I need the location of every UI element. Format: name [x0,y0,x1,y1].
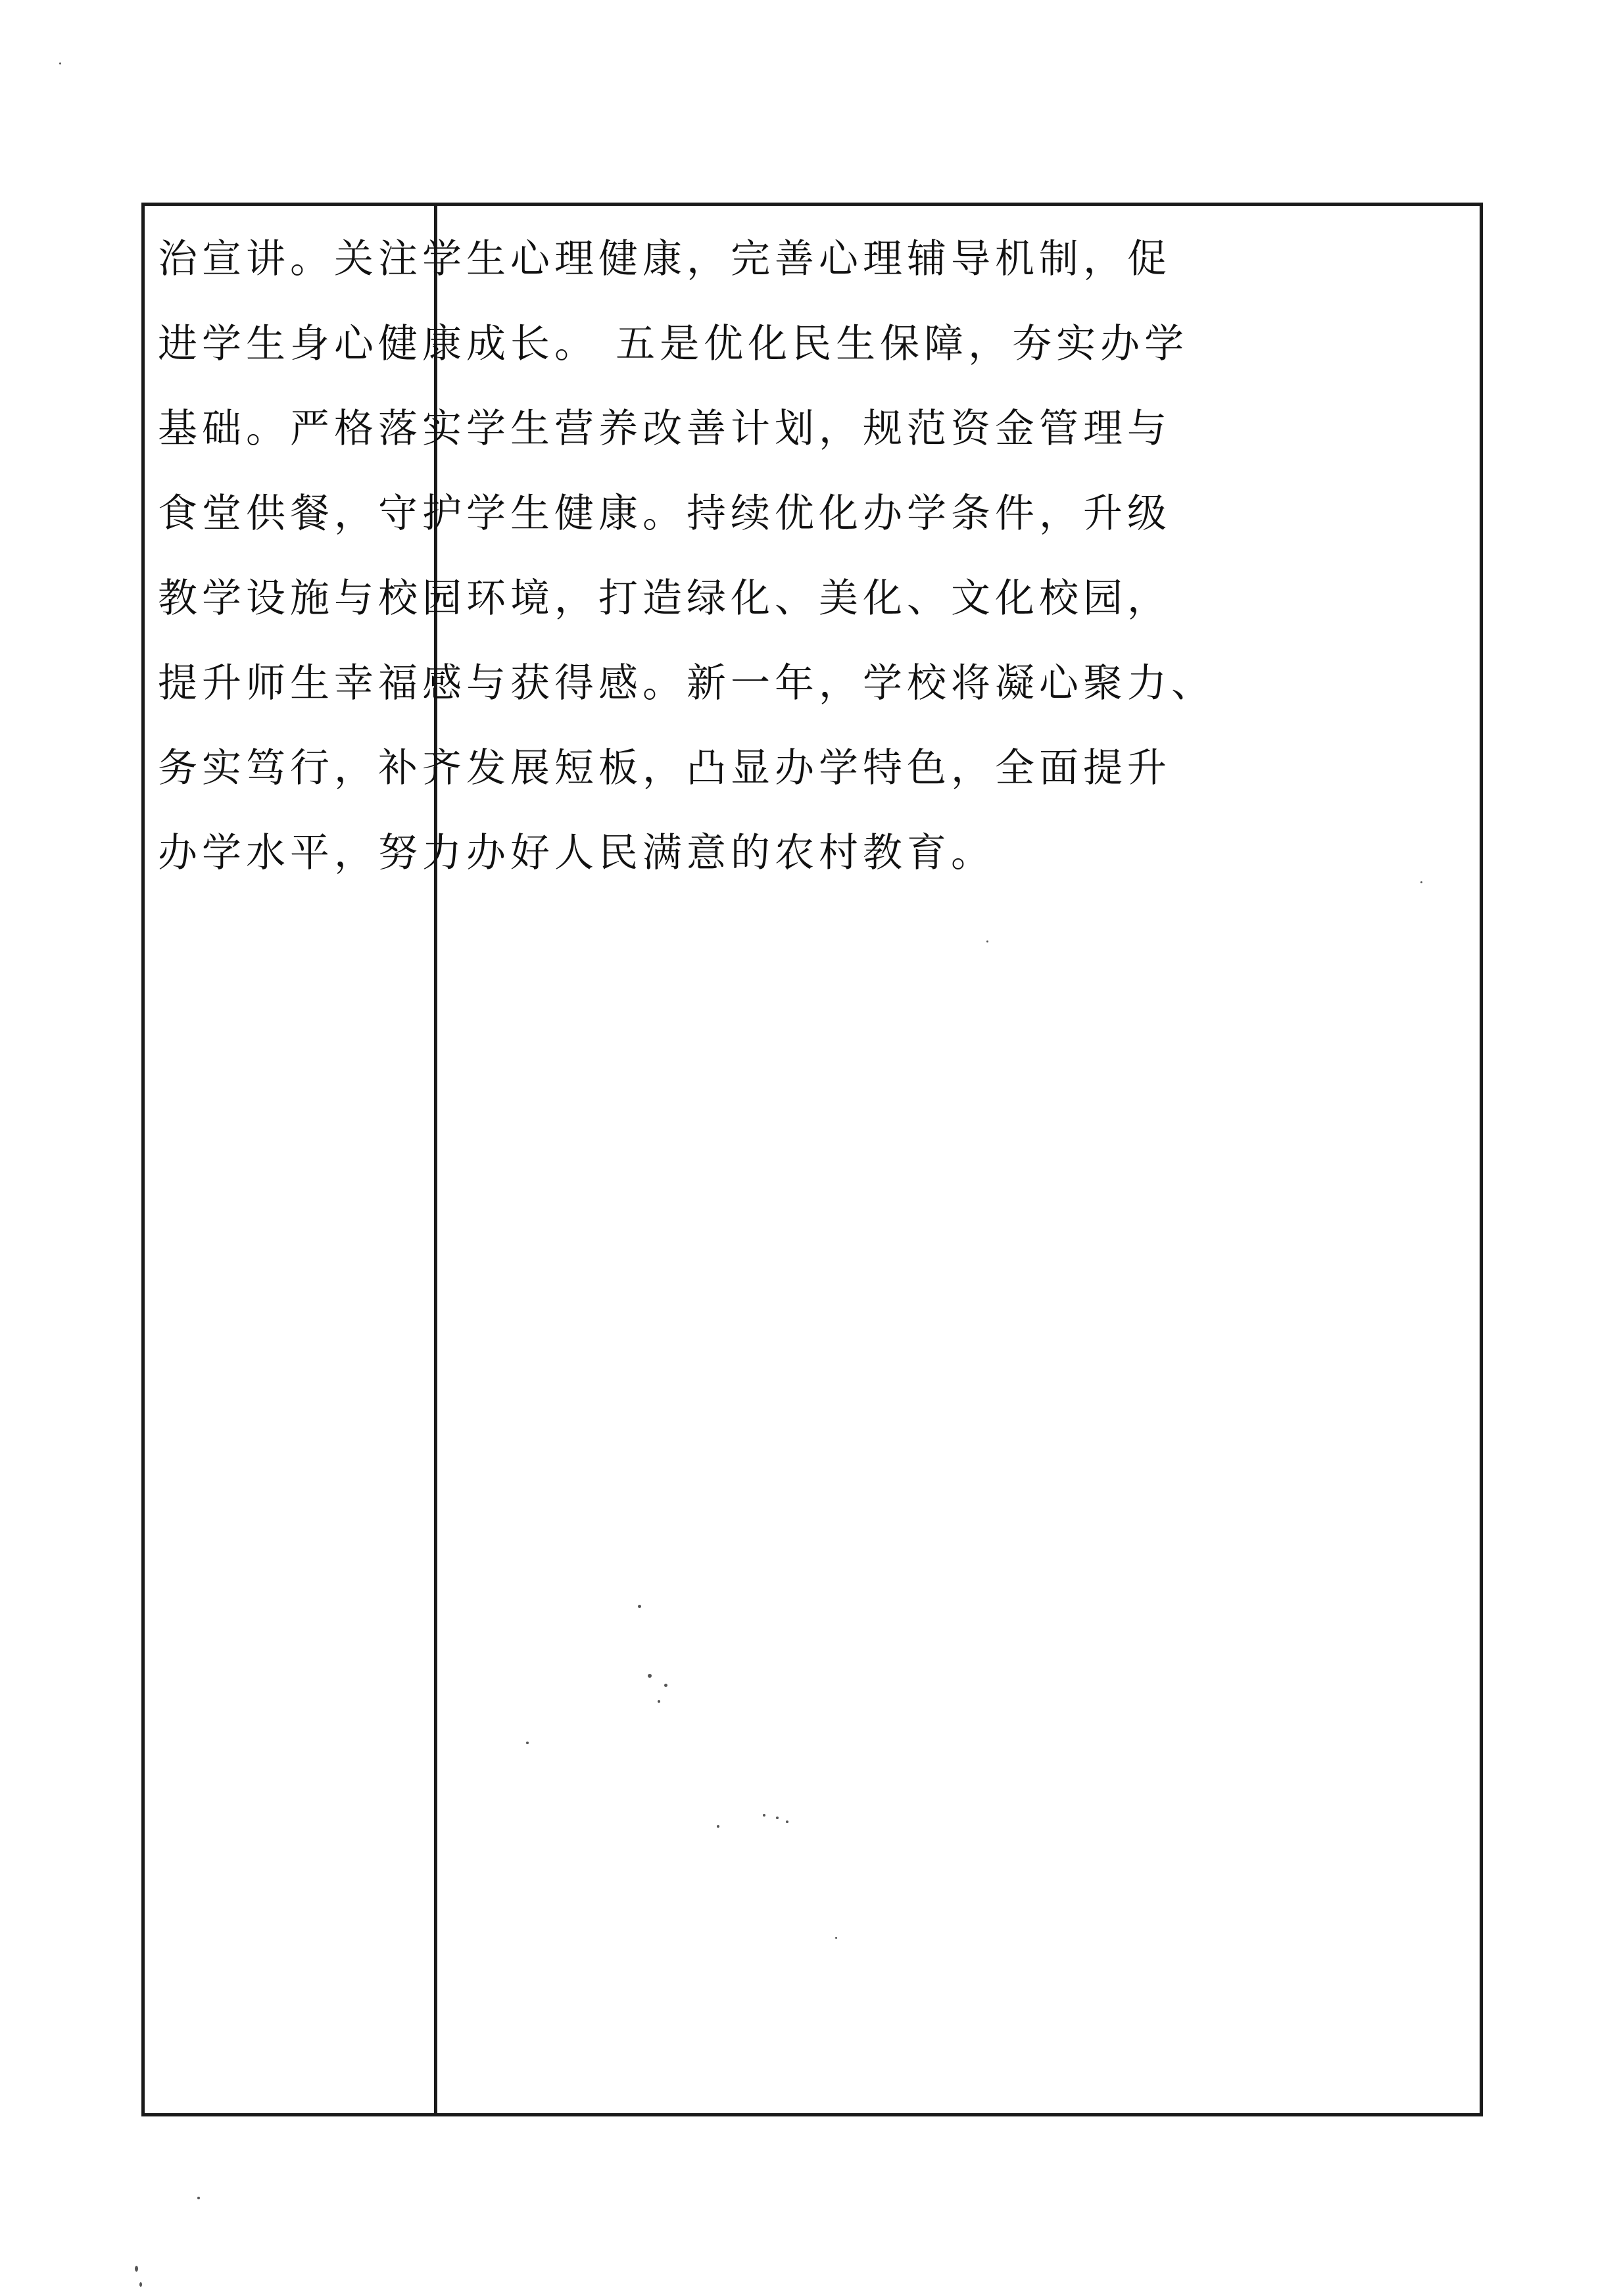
text-line: 务实笃行，补齐发展短板，凸显办学特色，全面提升 [158,745,1171,791]
scan-speck [139,2282,142,2287]
scan-speck [526,1742,529,1744]
text-line: 办学水平，努力办好人民满意的农村教育。 [158,830,995,876]
scan-speck [658,1700,660,1703]
text-line: 基础。严格落实学生营养改善计划，规范资金管理与 [158,406,1171,452]
text-line: 治宣讲。关注学生心理健康，完善心理辅导机制，促 [158,236,1171,282]
scan-speck [763,1814,765,1817]
text-line: 食堂供餐，守护学生健康。持续优化办学条件，升级 [158,491,1171,537]
scan-speck [664,1684,667,1687]
scan-speck [638,1605,641,1608]
scan-speck [1420,881,1422,883]
scan-speck [59,62,61,64]
text-line: 教学设施与校园环境，打造绿化、美化、文化校园， [158,575,1171,622]
scan-speck [786,1820,788,1823]
text-line: 进学生身心健康成长。 五是优化民生保障，夯实办学 [158,321,1189,367]
scan-speck [717,1825,719,1828]
body-paragraph [158,217,1473,896]
scan-speck [135,2266,138,2272]
scan-speck [986,940,988,942]
scan-speck [648,1674,652,1678]
scan-speck [776,1817,779,1819]
scan-speck [197,2197,200,2199]
scan-speck [835,1937,837,1939]
text-line: 提升师生幸福感与获得感。新一年，学校将凝心聚力、 [158,660,1215,706]
